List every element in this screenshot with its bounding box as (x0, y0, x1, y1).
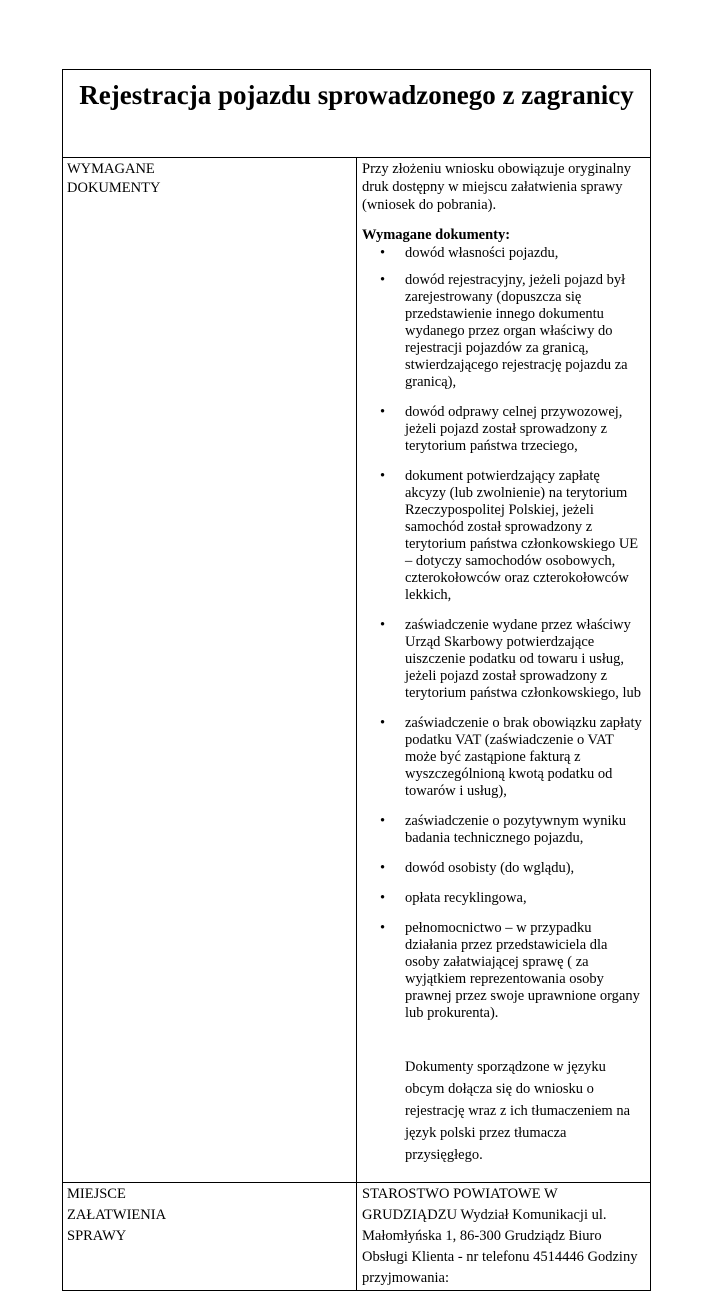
documents-row (63, 158, 651, 1183)
list-item-text: dowód własności pojazdu, (405, 245, 559, 261)
list-item-text: zaświadczenie o pozytywnym wyniku badania technicznego pojazdu, (405, 813, 627, 846)
required-documents-list (362, 245, 644, 1022)
place-content-cell (357, 1183, 651, 1291)
procedure-table (62, 69, 651, 1291)
bullet-icon: • (380, 890, 386, 906)
place-label-line-1: MIEJSCE (67, 1186, 126, 1202)
bullet-icon: • (380, 860, 386, 876)
list-item-text: dowód osobisty (do wglądu), (405, 860, 575, 876)
list-item-text: pełnomocnictwo – w przypadku działania przez przedstawiciela dla osoby załatwiającej sprawę ( za wyjątkiem reprezentowania osoby prawnej przez swoje uprawnione organy lub prokurenta). (405, 920, 640, 1021)
bullet-icon: • (380, 715, 386, 731)
title-cell (63, 70, 651, 158)
place-label-line-2: ZAŁATWIENIA (67, 1207, 167, 1223)
place-row (63, 1183, 651, 1291)
list-item (362, 617, 644, 702)
office-address: STAROSTWO POWIATOWE W GRUDZIĄDZU Wydział Komunikacji ul. Małomłyńska 1, 86-300 Grudziądz Biuro Obsługi Klienta - nr telefonu 4514446 (362, 1186, 607, 1265)
documents-content-cell (357, 158, 651, 1183)
documents-label-cell (63, 158, 357, 1183)
list-item (362, 920, 644, 1022)
list-item-text: zaświadczenie o brak obowiązku zapłaty podatku VAT (zaświadczenie o VAT może być zastąpione fakturą z wyszczególnioną kwotą podatku od towarów i usług), (405, 715, 642, 799)
list-item-text: dowód rejestracyjny, jeżeli pojazd był zarejestrowany (dopuszcza się przedstawienie innego dokumentu wydanego przez organ właściwy do rejestracji pojazdów za granicą, stwierdzającego rejestrację pojazdu za granicą), (405, 272, 628, 390)
list-item (362, 860, 644, 877)
place-label-line-3: SPRAWY (67, 1228, 127, 1244)
list-item-text: zaświadczenie wydane przez właściwy Urząd Skarbowy potwierdzające uiszczenie podatku od towaru i usług, jeżeli pojazd został sprowadzony z terytorium państwa członkowskiego, lub (405, 617, 641, 701)
required-documents-heading: Wymagane dokumenty: (362, 227, 511, 243)
list-item-text: opłata recyklingowa, (405, 890, 527, 906)
translation-note: Dokumenty sporządzone w języku obcym dołącza się do wniosku o rejestrację wraz z ich tłumaczeniem na język polski przez tłumacza przysięgłego. (405, 1059, 631, 1163)
list-item-text: dowód odprawy celnej przywozowej, jeżeli pojazd został sprowadzony z terytorium państwa trzeciego, (405, 404, 623, 454)
documents-label-line-2: DOKUMENTY (67, 180, 161, 196)
bullet-icon: • (380, 272, 386, 288)
bullet-icon: • (380, 245, 386, 261)
list-item (362, 272, 644, 391)
bullet-icon: • (380, 468, 386, 484)
list-item (362, 468, 644, 604)
office-hours-label: Godziny przyjmowania: (362, 1249, 638, 1286)
list-item (362, 404, 644, 455)
bullet-icon: • (380, 404, 386, 420)
bullet-icon: • (380, 813, 386, 829)
list-item (362, 715, 644, 800)
bullet-icon: • (380, 617, 386, 633)
documents-label-line-1: WYMAGANE (67, 161, 155, 177)
list-item (362, 813, 644, 847)
intro-text: Przy złożeniu wniosku obowiązuje oryginalny druk dostępny w miejscu załatwienia sprawy (wniosek do pobrania). (362, 161, 631, 213)
list-item (362, 245, 644, 262)
place-label-cell (63, 1183, 357, 1291)
title-row (63, 70, 651, 158)
bullet-icon: • (380, 920, 386, 936)
page-title: Rejestracja pojazdu sprowadzonego z zagranicy (79, 80, 634, 110)
list-item-text: dokument potwierdzający zapłatę akcyzy (lub zwolnienie) na terytorium Rzeczypospolitej Polskiej, jeżeli samochód został sprowadzony z terytorium państwa członkowskiego UE – dotyczy samochodów osobowych, czterokołowców oraz czterokołowców lekkich, (405, 468, 639, 603)
list-item (362, 890, 644, 907)
